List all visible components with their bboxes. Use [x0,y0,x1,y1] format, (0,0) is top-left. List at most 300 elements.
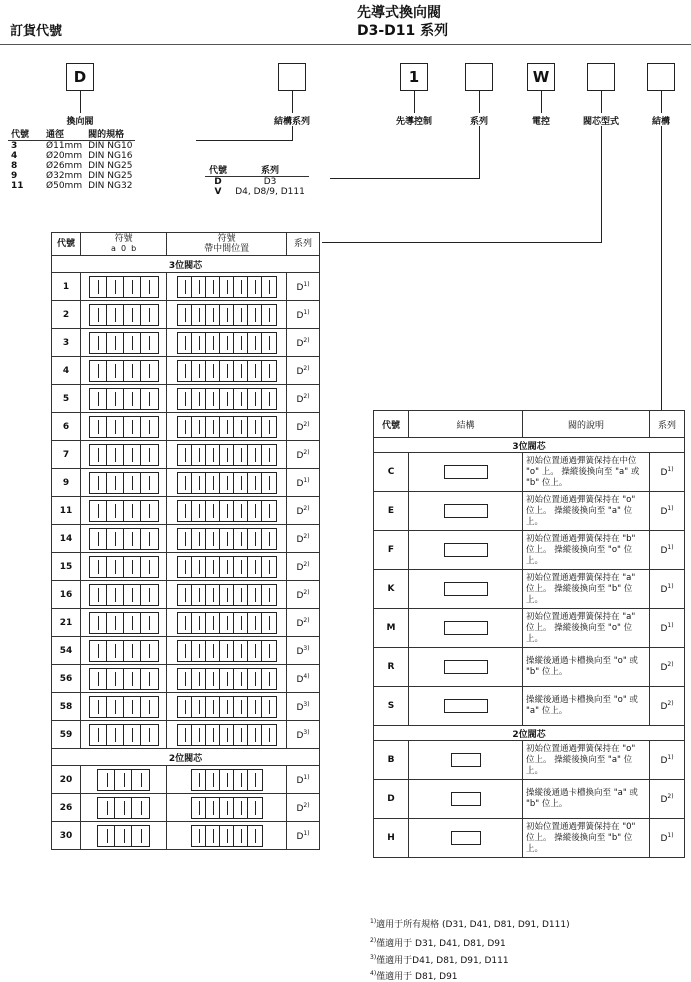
footnote-ref: 2) [303,392,310,400]
flow-line [213,448,214,462]
flow-line [149,532,150,546]
spool-table-header-symbol [81,233,167,256]
symbol-mid-cell [167,469,287,497]
spool-symbol [177,472,277,494]
spool-symbol [89,444,159,466]
footnote-ref: 1) [303,476,310,484]
flow-line [149,364,150,378]
footnote-ref: 3) [303,644,310,652]
structure-code: F [374,531,409,570]
spool-symbol [177,416,277,438]
flow-line [199,773,200,787]
series-cell [287,273,320,301]
symbol-mid-cell [167,413,287,441]
label-structure-series: 結構系列 [273,117,310,127]
flow-line [213,532,214,546]
series-cell [650,819,685,858]
table-row [374,819,685,858]
table-row [374,531,685,570]
structure-symbol [444,543,488,557]
footnote-ref: 2) [303,801,310,809]
structure-description: 初始位置通過彈簧保持在中位 "o" 上。 操縱後換向至 "a" 或 "b" 位上。 [523,453,650,492]
flow-line [241,616,242,630]
flow-line [255,280,256,294]
flow-line [227,801,228,815]
flow-line [185,672,186,686]
flow-line [149,644,150,658]
footnote-ref: 2) [667,661,674,668]
flow-line [241,280,242,294]
order-box-spool [587,63,615,91]
flow-line [213,829,214,843]
spool-symbol [89,584,159,606]
flow-line [98,336,99,350]
connector-line [322,242,602,243]
spool-code: 5 [52,385,81,413]
flow-line [227,448,228,462]
flow-line [227,532,228,546]
series-value: D [660,834,668,844]
series-cell [287,441,320,469]
flow-line [255,336,256,350]
series-value: D [296,366,304,377]
label-electric: 電控 [531,117,550,127]
table-cell: 8 [11,161,18,171]
spool-code: 9 [52,469,81,497]
spool-symbol [97,825,150,847]
flow-line [255,392,256,406]
page-title-right [357,4,448,40]
flow-line [199,392,200,406]
flow-line [241,829,242,843]
series-value: D [296,803,304,814]
table-row [52,794,320,822]
flow-line [115,308,116,322]
series-cell [650,492,685,531]
flow-line [213,392,214,406]
flow-line [241,364,242,378]
structure-symbol [444,504,488,518]
table-row [52,469,320,497]
flow-line [241,448,242,462]
series-cell [650,609,685,648]
footnote-ref: 1) [667,583,674,590]
flow-line [185,280,186,294]
series-cell [287,609,320,637]
flow-line [98,448,99,462]
structure-symbol [444,465,488,479]
spool-code: 59 [52,721,81,749]
flow-line [115,728,116,742]
flow-line [132,308,133,322]
flow-line [213,644,214,658]
flow-line [115,700,116,714]
section-title: 3位閥芯 [374,438,685,453]
flow-line [185,336,186,350]
spool-table [51,232,320,850]
flow-line [241,336,242,350]
flow-line [241,588,242,602]
symbol-mid-cell [167,357,287,385]
flow-line [115,532,116,546]
spool-table-header-series: 系列 [287,233,320,256]
flow-line [269,392,270,406]
flow-line [132,476,133,490]
series-value: D [660,624,668,634]
table-cell: Ø20mm [46,151,83,161]
series-value: D [660,702,668,712]
series-cell [287,794,320,822]
series-cell [287,525,320,553]
flow-line [149,672,150,686]
symbol-mid-cell [167,581,287,609]
series-cell [287,357,320,385]
flow-line [199,448,200,462]
flow-line [269,308,270,322]
flow-line [185,700,186,714]
spool-symbol [177,668,277,690]
order-box-structure-series [278,63,306,91]
flow-line [255,616,256,630]
series-cell [287,413,320,441]
flow-line [98,476,99,490]
structure-code: H [374,819,409,858]
flow-line [213,336,214,350]
symbol-mid-cell [167,766,287,794]
flow-line [132,364,133,378]
footnote-ref: 2) [303,448,310,456]
header-divider [0,44,691,45]
flow-line [227,280,228,294]
flow-line [115,672,116,686]
spool-rows-2pos [52,766,320,850]
spool-code: 26 [52,794,81,822]
structure-symbol [451,792,481,806]
flow-line [132,644,133,658]
flow-line [185,308,186,322]
spool-symbol [177,696,277,718]
series-cell [287,721,320,749]
spool-symbol [89,500,159,522]
symbol-mid-cell [167,822,287,850]
series-value: D [296,702,304,713]
series-cell [287,329,320,357]
flow-line [115,280,116,294]
flow-line [149,308,150,322]
flow-line [255,700,256,714]
spool-code: 1 [52,273,81,301]
footnote-ref: 1) [303,280,310,288]
flow-line [149,700,150,714]
spool-symbol [89,696,159,718]
flow-line [269,280,270,294]
table-cell: Ø11mm [46,141,83,151]
flow-line [124,829,125,843]
spool-symbol [177,724,277,746]
table-row [52,721,320,749]
flow-line [132,588,133,602]
flow-line [199,588,200,602]
flow-line [199,560,200,574]
order-box-pilot: 1 [400,63,428,91]
structure-code: M [374,609,409,648]
spool-symbol [177,528,277,550]
structure-symbol [451,831,481,845]
table-cell: 4 [11,151,18,161]
flow-line [115,476,116,490]
symbol-cell [81,665,167,693]
flow-line [269,560,270,574]
flow-line [227,616,228,630]
spool-symbol [89,276,159,298]
structure-code: S [374,687,409,726]
series-cell [650,780,685,819]
flow-line [149,392,150,406]
table-row [52,525,320,553]
series-value: D [296,562,304,573]
flow-line [98,560,99,574]
footnote [370,936,506,949]
footnote-mark: 3) [370,954,377,961]
flow-line [199,532,200,546]
flow-line [269,504,270,518]
flow-line [269,336,270,350]
spool-symbol [177,556,277,578]
table-row [52,766,320,794]
table-row [52,357,320,385]
flow-line [124,773,125,787]
structure-symbol [444,660,488,674]
connector-line [80,91,81,113]
symbol-cell [81,794,167,822]
flow-line [132,728,133,742]
flow-line [269,448,270,462]
flow-line [115,448,116,462]
table-cell: DIN NG10 [88,141,133,151]
flow-line [199,336,200,350]
flow-line [132,532,133,546]
structure-symbol-cell [409,453,523,492]
series-value: D [660,756,668,766]
symbol-cell [81,581,167,609]
symbol-mid-cell [167,329,287,357]
connector-line [479,91,480,113]
flow-line [255,532,256,546]
spool-symbol [89,304,159,326]
label-spool: 閥芯型式 [582,117,619,127]
spool-symbol [177,584,277,606]
table-row [52,665,320,693]
flow-line [149,336,150,350]
flow-line [213,364,214,378]
symbol-cell [81,553,167,581]
table-row [374,780,685,819]
footnote-ref: 2) [303,616,310,624]
flow-line [132,448,133,462]
table-row [374,453,685,492]
flow-line [185,588,186,602]
spool-code: 54 [52,637,81,665]
footnote-ref: 2) [303,420,310,428]
flow-line [98,392,99,406]
table-row [52,273,320,301]
symbol-mid-cell [167,301,287,329]
series-cell [650,531,685,570]
order-box-series [465,63,493,91]
structure-table [373,410,685,858]
flow-line [149,616,150,630]
symbol-cell [81,273,167,301]
flow-line [98,700,99,714]
symbol-cell [81,766,167,794]
series-cell [287,637,320,665]
footnote-ref: 2) [667,793,674,800]
structure-description: 初始位置通過彈簧保持在 "a" 位上。 操縱後換向至 "b" 位上。 [523,570,650,609]
flow-line [213,728,214,742]
flow-line [213,700,214,714]
flow-line [185,420,186,434]
flow-line [115,420,116,434]
footnote-text: 適用于所有規格 (D31, D41, D81, D91, D111) [376,920,570,930]
structure-code: B [374,741,409,780]
flow-line [255,672,256,686]
symbol-cell [81,301,167,329]
table-cell: Ø50mm [46,181,83,191]
series-cell [650,570,685,609]
header-text: 符號 [114,234,133,244]
flow-line [199,364,200,378]
flow-line [255,801,256,815]
series-cell [650,453,685,492]
connector-line [601,91,602,113]
symbol-cell [81,693,167,721]
flow-line [227,829,228,843]
flow-line [241,773,242,787]
footnote-ref: 4) [303,672,310,680]
spool-code: 21 [52,609,81,637]
table-cell: D4, D8/9, D111 [235,187,305,197]
label-series: 系列 [469,117,488,127]
label-pilot: 先導控制 [395,117,432,127]
spool-code: 4 [52,357,81,385]
footnote-text: 僅適用于 D31, D41, D81, D91 [376,939,506,949]
table-row [52,301,320,329]
flow-line [98,504,99,518]
flow-line [227,644,228,658]
flow-line [255,420,256,434]
flow-line [199,476,200,490]
series-value: D [296,618,304,629]
flow-line [255,476,256,490]
flow-line [115,364,116,378]
flow-line [185,616,186,630]
table-row [52,441,320,469]
flow-line [149,476,150,490]
table-row [374,648,685,687]
flow-line [185,364,186,378]
flow-line [141,801,142,815]
flow-line [213,616,214,630]
flow-line [98,280,99,294]
flow-line [269,728,270,742]
flow-line [213,672,214,686]
flow-line [149,588,150,602]
flow-line [107,801,108,815]
table-row [374,687,685,726]
flow-line [255,364,256,378]
series-value: D [296,478,304,489]
flow-line [132,616,133,630]
structure-description: 初始位置通過彈簧保持在 "o" 位上。 操縱後換向至 "a" 位上。 [523,741,650,780]
flow-line [255,829,256,843]
flow-line [149,560,150,574]
flow-line [132,392,133,406]
series-value: D [296,394,304,405]
footnote-mark: 2) [370,937,377,944]
section-title: 2位閥芯 [374,726,685,741]
structure-rows-3pos [374,453,685,726]
footnote-ref: 2) [667,700,674,707]
footnote-ref: 3) [303,728,310,736]
structure-symbol-cell [409,609,523,648]
footnote-ref: 1) [667,466,674,473]
spool-code: 14 [52,525,81,553]
footnote-ref: 2) [303,532,310,540]
flow-line [227,588,228,602]
flow-line [115,588,116,602]
table-cell: DIN NG25 [88,171,133,181]
spool-code: 56 [52,665,81,693]
spool-code: 3 [52,329,81,357]
symbol-cell [81,721,167,749]
footnote-ref: 1) [303,773,310,781]
symbol-mid-cell [167,665,287,693]
flow-line [227,672,228,686]
flow-line [241,672,242,686]
footnote-ref: 1) [303,308,310,316]
series-value: D [296,831,304,842]
flow-line [269,476,270,490]
structure-code: D [374,780,409,819]
spool-rows-3pos [52,273,320,749]
flow-line [213,280,214,294]
flow-line [199,644,200,658]
structure-description: 初始位置通過彈簧保持在 "a" 位上。 操縱後換向至 "o" 位上。 [523,609,650,648]
flow-line [241,420,242,434]
series-cell [287,385,320,413]
footnote-text: 僅適用于 D81, D91 [376,972,458,982]
table-row [52,609,320,637]
flow-line [213,588,214,602]
series-cell [287,766,320,794]
footnote [370,969,458,982]
spool-symbol [89,332,159,354]
symbol-cell [81,525,167,553]
flow-line [115,560,116,574]
flow-line [255,560,256,574]
spool-table-header-code: 代號 [52,233,81,256]
flow-line [227,504,228,518]
symbol-cell [81,609,167,637]
flow-line [227,728,228,742]
flow-line [149,728,150,742]
footnote-text: 僅適用于D41, D81, D91, D111 [376,956,509,966]
flow-line [115,392,116,406]
structure-description: 初始位置通過彈簧保持在 "b" 位上。 操縱後換向至 "o" 位上。 [523,531,650,570]
structure-table-header-structure: 結構 [409,411,523,438]
table-cell: 11 [11,181,24,191]
connector-line [292,91,293,113]
